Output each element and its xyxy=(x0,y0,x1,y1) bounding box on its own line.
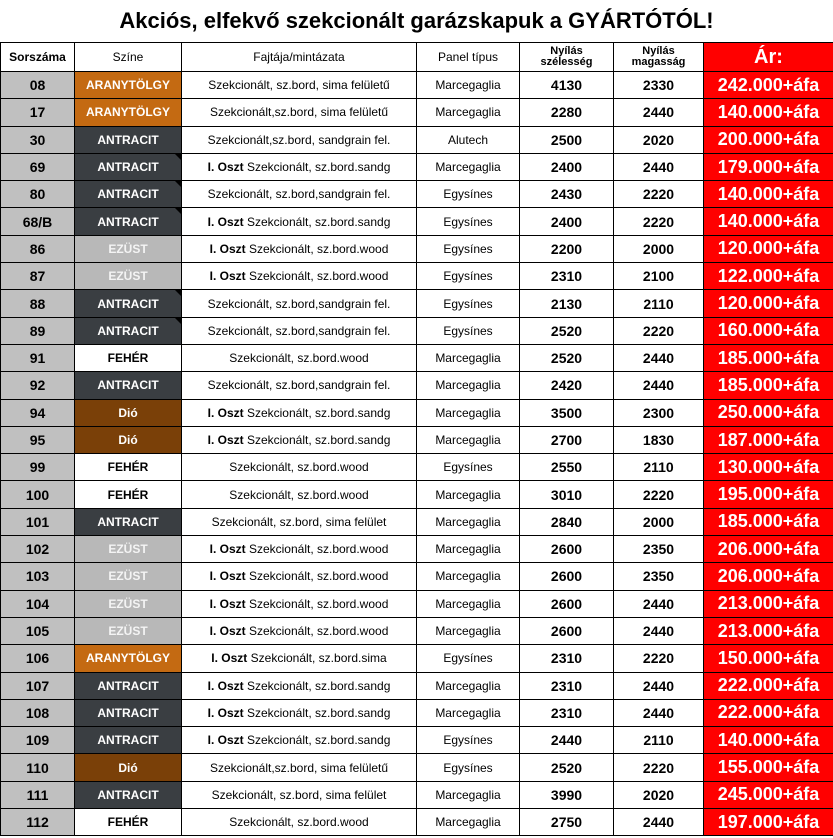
row-fajta-text: Szekcionált, sz.bord.wood xyxy=(245,569,389,584)
table-row xyxy=(1,481,833,508)
row-magassag: 2000 xyxy=(614,508,704,535)
row-ar: 155.000+áfa xyxy=(704,754,833,781)
row-fajta-prefix: I. Oszt xyxy=(209,542,246,557)
row-panel: Alutech xyxy=(417,126,520,153)
table-row xyxy=(1,263,833,290)
table-row xyxy=(1,454,833,481)
row-panel: Marcegaglia xyxy=(417,99,520,126)
row-szelesseg: 2130 xyxy=(520,290,614,317)
row-szin: ANTRACIT xyxy=(75,727,182,754)
header-szelesseg-line2: szélesség xyxy=(540,56,593,68)
row-ar: 140.000+áfa xyxy=(704,181,833,208)
row-fajta-text: Szekcionált, sz.bord, sima felületű xyxy=(208,78,390,93)
row-fajta-text: Szekcionált,sz.bord, sandgrain fel. xyxy=(207,132,391,147)
row-szelesseg: 3500 xyxy=(520,399,614,426)
row-fajta-prefix: I. Oszt xyxy=(207,433,244,447)
row-ar: 130.000+áfa xyxy=(704,454,833,481)
row-magassag: 2440 xyxy=(614,344,704,371)
row-fajta-text: Szekcionált, sz.bord.wood xyxy=(245,269,389,284)
row-panel: Marcegaglia xyxy=(417,399,520,426)
row-magassag: 2220 xyxy=(614,481,704,508)
row-szelesseg: 2310 xyxy=(520,645,614,672)
row-fajta-text: Szekcionált, sz.bord.sandg xyxy=(243,160,391,175)
row-szin: EZÜST xyxy=(75,536,182,563)
row-fajta-prefix: I. Oszt xyxy=(211,651,248,666)
row-magassag: 2220 xyxy=(614,754,704,781)
row-sorszam: 88 xyxy=(1,290,75,317)
row-fajta xyxy=(182,672,417,699)
row-fajta-text: Szekcionált, sz.bord,sandgrain fel. xyxy=(207,296,391,311)
row-szin: ANTRACIT xyxy=(75,153,182,180)
row-ar: 179.000+áfa xyxy=(704,153,833,180)
row-fajta-text: Szekcionált, sz.bord.sandg xyxy=(243,405,391,420)
table-row xyxy=(1,699,833,726)
row-fajta xyxy=(182,536,417,563)
table-row xyxy=(1,153,833,180)
table-row xyxy=(1,536,833,563)
row-fajta-text: Szekcionált,sz.bord, sima felületű xyxy=(209,760,389,775)
row-fajta-text: Szekcionált, sz.bord.wood xyxy=(245,596,389,611)
row-szelesseg: 2520 xyxy=(520,344,614,371)
row-ar: 120.000+áfa xyxy=(704,235,833,262)
row-szelesseg: 3010 xyxy=(520,481,614,508)
row-panel: Egysínes xyxy=(417,290,520,317)
header-szin: Színe xyxy=(75,43,182,72)
row-szin: ANTRACIT xyxy=(75,372,182,399)
row-ar: 122.000+áfa xyxy=(704,263,833,290)
row-szelesseg: 2440 xyxy=(520,727,614,754)
row-ar: 200.000+áfa xyxy=(704,126,833,153)
row-szelesseg: 2310 xyxy=(520,699,614,726)
row-magassag: 2300 xyxy=(614,399,704,426)
row-szin: Dió xyxy=(75,426,182,453)
row-sorszam: 106 xyxy=(1,645,75,672)
table-row xyxy=(1,99,833,126)
row-fajta xyxy=(182,290,417,317)
row-ar: 185.000+áfa xyxy=(704,508,833,535)
row-fajta xyxy=(182,563,417,590)
row-magassag: 2440 xyxy=(614,617,704,644)
row-panel: Marcegaglia xyxy=(417,590,520,617)
row-fajta xyxy=(182,399,417,426)
row-szelesseg: 2700 xyxy=(520,426,614,453)
row-panel: Egysínes xyxy=(417,263,520,290)
row-magassag: 2440 xyxy=(614,99,704,126)
row-panel: Marcegaglia xyxy=(417,809,520,836)
row-magassag: 2220 xyxy=(614,181,704,208)
row-szelesseg: 2520 xyxy=(520,754,614,781)
row-sorszam: 104 xyxy=(1,590,75,617)
table-row xyxy=(1,399,833,426)
row-fajta-text: Szekcionált, sz.bord,sandgrain fel. xyxy=(207,323,391,338)
row-fajta xyxy=(182,153,417,180)
row-sorszam: 110 xyxy=(1,754,75,781)
row-fajta xyxy=(182,481,417,508)
row-magassag: 2350 xyxy=(614,563,704,590)
row-szelesseg: 2280 xyxy=(520,99,614,126)
row-fajta-prefix: I. Oszt xyxy=(207,678,244,693)
row-szin: EZÜST xyxy=(75,235,182,262)
row-sorszam: 94 xyxy=(1,399,75,426)
row-szelesseg: 2420 xyxy=(520,372,614,399)
row-szin: ANTRACIT xyxy=(75,290,182,317)
table-row xyxy=(1,645,833,672)
row-sorszam: 102 xyxy=(1,536,75,563)
row-sorszam: 08 xyxy=(1,72,75,99)
row-szelesseg: 2550 xyxy=(520,454,614,481)
row-fajta-text: Szekcionált, sz.bord.sandg xyxy=(243,214,391,229)
row-ar: 242.000+áfa xyxy=(704,72,833,99)
row-szin: ARANYTÖLGY xyxy=(75,72,182,99)
row-szelesseg: 4130 xyxy=(520,72,614,99)
row-szelesseg: 2600 xyxy=(520,590,614,617)
row-szin: FEHÉR xyxy=(75,809,182,836)
row-magassag: 2110 xyxy=(614,454,704,481)
row-fajta-prefix: I. Oszt xyxy=(209,624,246,639)
row-szelesseg: 2430 xyxy=(520,181,614,208)
row-szin: EZÜST xyxy=(75,263,182,290)
row-ar: 185.000+áfa xyxy=(704,372,833,399)
row-magassag: 1830 xyxy=(614,426,704,453)
row-fajta-prefix: I. Oszt xyxy=(207,214,244,229)
row-ar: 213.000+áfa xyxy=(704,617,833,644)
row-ar: 222.000+áfa xyxy=(704,699,833,726)
header-szelesseg xyxy=(520,43,614,72)
table-row xyxy=(1,809,833,836)
row-fajta xyxy=(182,235,417,262)
row-magassag: 2220 xyxy=(614,208,704,235)
row-szelesseg: 2500 xyxy=(520,126,614,153)
row-fajta-text: Szekcionált, sz.bord.wood xyxy=(229,815,369,830)
row-sorszam: 101 xyxy=(1,508,75,535)
row-ar: 185.000+áfa xyxy=(704,344,833,371)
row-magassag: 2220 xyxy=(614,645,704,672)
row-sorszam: 92 xyxy=(1,372,75,399)
row-szin: ANTRACIT xyxy=(75,126,182,153)
row-ar: 197.000+áfa xyxy=(704,809,833,836)
header-sorszam: Sorszáma xyxy=(1,43,75,72)
row-magassag: 2440 xyxy=(614,672,704,699)
row-fajta-text: Szekcionált, sz.bord.sandg xyxy=(243,705,391,720)
header-row xyxy=(1,43,833,72)
header-szelesseg-line1: Nyílás xyxy=(550,45,583,57)
row-szin: ANTRACIT xyxy=(75,508,182,535)
row-panel: Egysínes xyxy=(417,754,520,781)
price-table xyxy=(0,42,833,836)
row-panel: Marcegaglia xyxy=(417,426,520,453)
table-row xyxy=(1,372,833,399)
row-fajta-text: Szekcionált, sz.bord.wood xyxy=(229,487,369,502)
row-fajta-prefix: I. Oszt xyxy=(207,733,244,748)
header-panel: Panel típus xyxy=(417,43,520,72)
table-row xyxy=(1,563,833,590)
row-fajta-prefix: I. Oszt xyxy=(209,241,246,256)
row-szin: ANTRACIT xyxy=(75,181,182,208)
row-fajta-text: Szekcionált, sz.bord, sima felület xyxy=(211,514,387,529)
row-szelesseg: 2400 xyxy=(520,153,614,180)
row-ar: 222.000+áfa xyxy=(704,672,833,699)
row-szin: ANTRACIT xyxy=(75,672,182,699)
row-fajta-prefix: I. Oszt xyxy=(207,705,244,720)
row-fajta-text: Szekcionált, sz.bord.wood xyxy=(229,460,369,475)
row-fajta xyxy=(182,699,417,726)
header-fajta: Fajtája/mintázata xyxy=(182,43,417,72)
row-magassag: 2100 xyxy=(614,263,704,290)
row-magassag: 2440 xyxy=(614,590,704,617)
row-szin: Dió xyxy=(75,399,182,426)
row-szin: ANTRACIT xyxy=(75,208,182,235)
row-ar: 206.000+áfa xyxy=(704,536,833,563)
row-fajta-text: Szekcionált, sz.bord.wood xyxy=(245,624,389,639)
row-sorszam: 91 xyxy=(1,344,75,371)
row-magassag: 2350 xyxy=(614,536,704,563)
row-sorszam: 112 xyxy=(1,809,75,836)
row-magassag: 2020 xyxy=(614,126,704,153)
row-ar: 140.000+áfa xyxy=(704,99,833,126)
row-fajta xyxy=(182,72,417,99)
row-panel: Marcegaglia xyxy=(417,72,520,99)
row-magassag: 2220 xyxy=(614,317,704,344)
row-fajta-text: Szekcionált, sz.bord.wood xyxy=(229,351,369,366)
row-fajta xyxy=(182,590,417,617)
row-fajta xyxy=(182,454,417,481)
table-row xyxy=(1,727,833,754)
page-title: Akciós, elfekvő szekcionált garázskapuk a GYÁRTÓTÓL! xyxy=(119,8,714,33)
row-szin: ANTRACIT xyxy=(75,781,182,808)
row-szin: FEHÉR xyxy=(75,454,182,481)
header-magassag-line2: magasság xyxy=(631,56,686,68)
row-fajta xyxy=(182,126,417,153)
row-fajta-text: Szekcionált, sz.bord.sima xyxy=(247,651,387,666)
row-fajta-text: Szekcionált, sz.bord.wood xyxy=(245,241,389,256)
row-panel: Egysínes xyxy=(417,317,520,344)
row-panel: Marcegaglia xyxy=(417,508,520,535)
row-panel: Marcegaglia xyxy=(417,672,520,699)
row-szelesseg: 2310 xyxy=(520,263,614,290)
table-row xyxy=(1,344,833,371)
row-ar: 187.000+áfa xyxy=(704,426,833,453)
row-magassag: 2440 xyxy=(614,809,704,836)
row-sorszam: 109 xyxy=(1,727,75,754)
row-szelesseg: 2840 xyxy=(520,508,614,535)
row-panel: Egysínes xyxy=(417,208,520,235)
row-szin: EZÜST xyxy=(75,563,182,590)
row-sorszam: 89 xyxy=(1,317,75,344)
row-szin: FEHÉR xyxy=(75,344,182,371)
row-panel: Marcegaglia xyxy=(417,481,520,508)
row-fajta-prefix: I. Oszt xyxy=(207,405,244,420)
row-panel: Egysínes xyxy=(417,727,520,754)
row-szelesseg: 2400 xyxy=(520,208,614,235)
row-ar: 245.000+áfa xyxy=(704,781,833,808)
row-sorszam: 30 xyxy=(1,126,75,153)
row-fajta-text: Szekcionált, sz.bord, sima felület xyxy=(211,787,387,802)
table-row xyxy=(1,617,833,644)
row-sorszam: 68/B xyxy=(1,208,75,235)
row-magassag: 2000 xyxy=(614,235,704,262)
row-sorszam: 99 xyxy=(1,454,75,481)
row-magassag: 2110 xyxy=(614,727,704,754)
row-fajta xyxy=(182,344,417,371)
row-szelesseg: 2310 xyxy=(520,672,614,699)
row-szelesseg: 2520 xyxy=(520,317,614,344)
header-ar: Ár: xyxy=(704,43,833,72)
row-magassag: 2020 xyxy=(614,781,704,808)
row-szelesseg: 2200 xyxy=(520,235,614,262)
row-fajta xyxy=(182,645,417,672)
row-ar: 140.000+áfa xyxy=(704,208,833,235)
row-sorszam: 111 xyxy=(1,781,75,808)
row-szin: ANTRACIT xyxy=(75,699,182,726)
table-row xyxy=(1,754,833,781)
row-szin: EZÜST xyxy=(75,590,182,617)
row-szelesseg: 2600 xyxy=(520,563,614,590)
row-fajta xyxy=(182,181,417,208)
table-row xyxy=(1,672,833,699)
table-row xyxy=(1,508,833,535)
row-panel: Egysínes xyxy=(417,645,520,672)
row-ar: 160.000+áfa xyxy=(704,317,833,344)
row-sorszam: 108 xyxy=(1,699,75,726)
row-fajta-text: Szekcionált, sz.bord.wood xyxy=(245,542,389,557)
row-magassag: 2440 xyxy=(614,372,704,399)
row-panel: Egysínes xyxy=(417,454,520,481)
row-fajta-prefix: I. Oszt xyxy=(209,569,246,584)
row-szin: ARANYTÖLGY xyxy=(75,645,182,672)
row-sorszam: 80 xyxy=(1,181,75,208)
row-fajta-text: Szekcionált, sz.bord,sandgrain fel. xyxy=(207,378,391,393)
table-row xyxy=(1,426,833,453)
row-fajta xyxy=(182,508,417,535)
row-ar: 250.000+áfa xyxy=(704,399,833,426)
row-panel: Marcegaglia xyxy=(417,699,520,726)
row-fajta-text: Szekcionált,sz.bord, sima felületű xyxy=(209,105,389,120)
row-fajta xyxy=(182,426,417,453)
row-panel: Marcegaglia xyxy=(417,563,520,590)
row-fajta-prefix: I. Oszt xyxy=(209,596,246,611)
row-panel: Egysínes xyxy=(417,235,520,262)
row-sorszam: 86 xyxy=(1,235,75,262)
row-ar: 213.000+áfa xyxy=(704,590,833,617)
row-fajta-prefix: I. Oszt xyxy=(209,269,246,284)
table-row xyxy=(1,290,833,317)
row-szin: Dió xyxy=(75,754,182,781)
row-panel: Marcegaglia xyxy=(417,781,520,808)
row-panel: Egysínes xyxy=(417,181,520,208)
row-fajta-text: Szekcionált, sz.bord,sandgrain fel. xyxy=(207,187,391,202)
table-row xyxy=(1,181,833,208)
row-sorszam: 87 xyxy=(1,263,75,290)
row-magassag: 2440 xyxy=(614,153,704,180)
row-fajta xyxy=(182,727,417,754)
row-magassag: 2440 xyxy=(614,699,704,726)
row-szin: EZÜST xyxy=(75,617,182,644)
row-fajta xyxy=(182,372,417,399)
row-sorszam: 105 xyxy=(1,617,75,644)
row-panel: Marcegaglia xyxy=(417,617,520,644)
row-szin: ARANYTÖLGY xyxy=(75,99,182,126)
row-fajta xyxy=(182,317,417,344)
row-panel: Marcegaglia xyxy=(417,344,520,371)
table-row xyxy=(1,126,833,153)
row-fajta xyxy=(182,754,417,781)
row-sorszam: 107 xyxy=(1,672,75,699)
row-fajta-prefix: I. Oszt xyxy=(207,160,244,175)
row-szelesseg: 2600 xyxy=(520,536,614,563)
row-panel: Marcegaglia xyxy=(417,372,520,399)
table-row xyxy=(1,72,833,99)
row-ar: 140.000+áfa xyxy=(704,727,833,754)
row-szelesseg: 2750 xyxy=(520,809,614,836)
row-ar: 206.000+áfa xyxy=(704,563,833,590)
row-panel: Marcegaglia xyxy=(417,153,520,180)
row-fajta-text: Szekcionált, sz.bord.sandg xyxy=(243,433,391,447)
row-fajta-text: Szekcionált, sz.bord.sandg xyxy=(243,678,391,693)
row-magassag: 2110 xyxy=(614,290,704,317)
row-ar: 120.000+áfa xyxy=(704,290,833,317)
row-fajta xyxy=(182,263,417,290)
row-szelesseg: 2600 xyxy=(520,617,614,644)
row-fajta xyxy=(182,617,417,644)
row-sorszam: 100 xyxy=(1,481,75,508)
row-fajta xyxy=(182,99,417,126)
row-szin: ANTRACIT xyxy=(75,317,182,344)
row-szelesseg: 3990 xyxy=(520,781,614,808)
table-row xyxy=(1,590,833,617)
row-sorszam: 17 xyxy=(1,99,75,126)
row-panel: Marcegaglia xyxy=(417,536,520,563)
row-fajta xyxy=(182,208,417,235)
row-sorszam: 95 xyxy=(1,426,75,453)
row-fajta xyxy=(182,781,417,808)
row-fajta-text: Szekcionált, sz.bord.sandg xyxy=(243,733,391,748)
row-magassag: 2330 xyxy=(614,72,704,99)
header-magassag xyxy=(614,43,704,72)
row-szin: FEHÉR xyxy=(75,481,182,508)
table-row xyxy=(1,208,833,235)
row-ar: 195.000+áfa xyxy=(704,481,833,508)
table-row xyxy=(1,781,833,808)
table-row xyxy=(1,317,833,344)
table-row xyxy=(1,235,833,262)
row-fajta xyxy=(182,809,417,836)
row-ar: 150.000+áfa xyxy=(704,645,833,672)
row-sorszam: 103 xyxy=(1,563,75,590)
header-magassag-line1: Nyílás xyxy=(642,45,675,57)
row-sorszam: 69 xyxy=(1,153,75,180)
